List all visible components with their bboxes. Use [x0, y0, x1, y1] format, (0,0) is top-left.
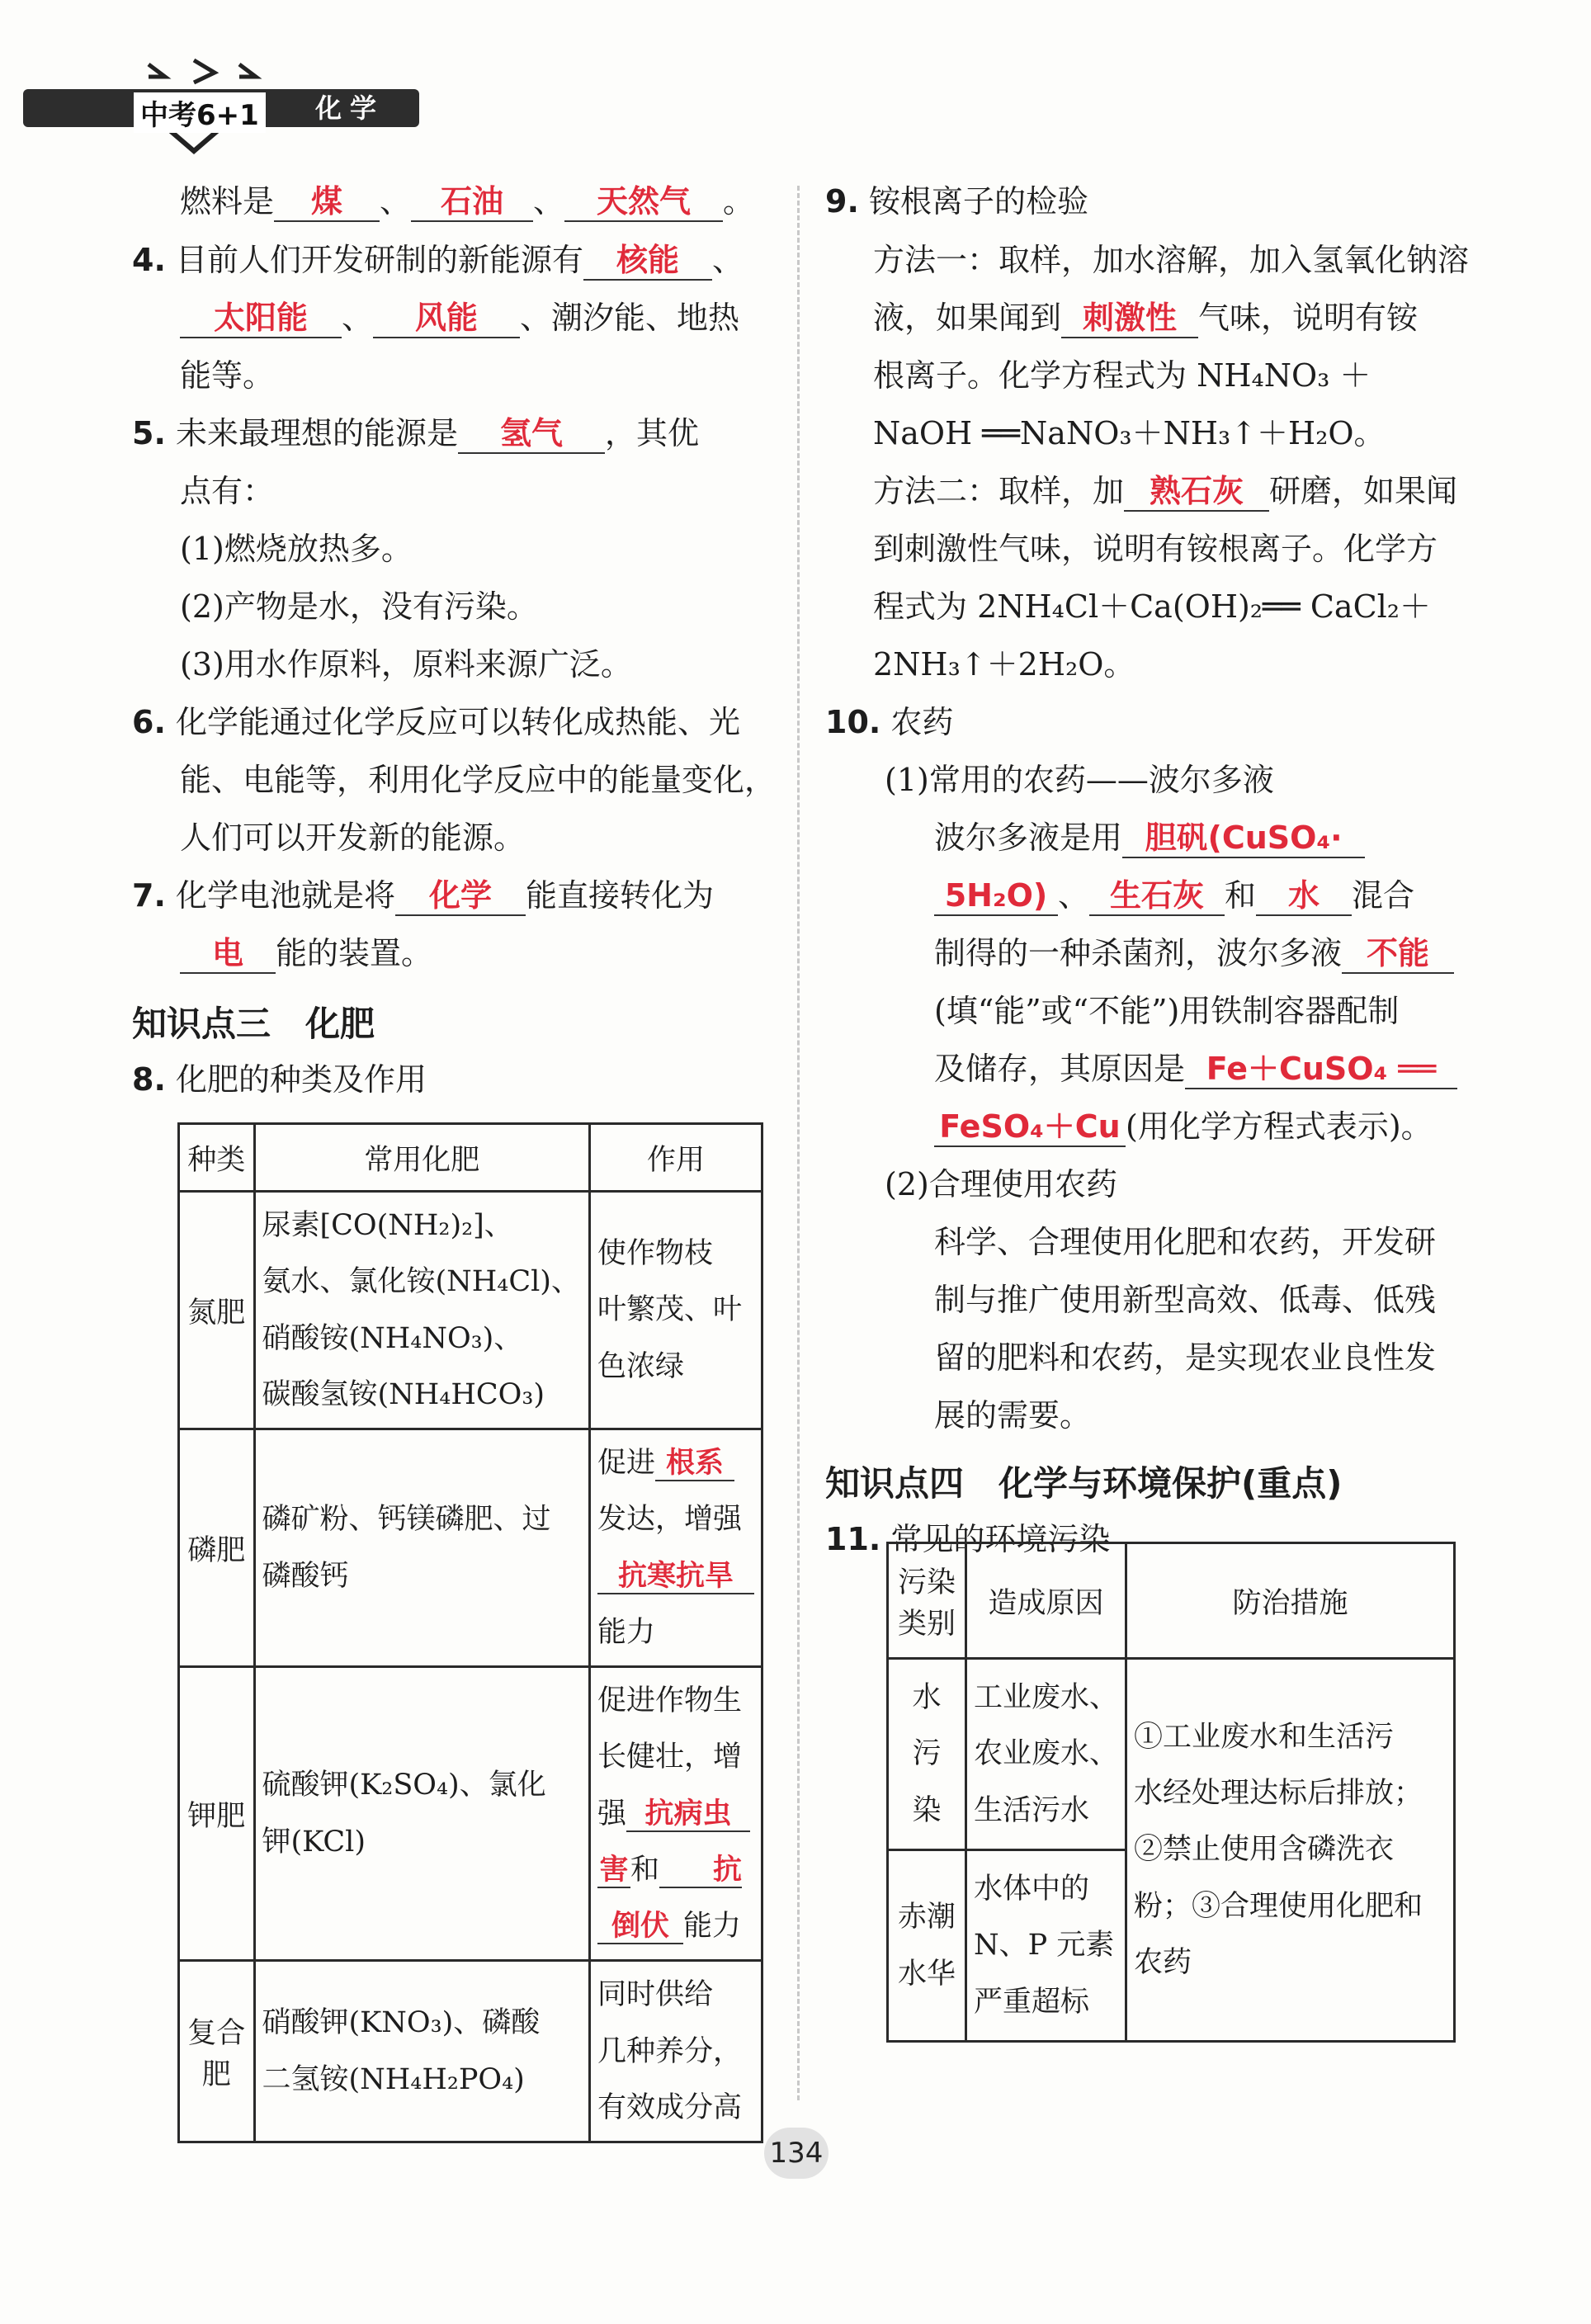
q9-m1-line2: 液，如果闻到 刺激性 气味，说明有铵 [873, 300, 1418, 338]
q10-line3: 制得的一种杀菌剂，波尔多液 不能 [934, 935, 1454, 974]
use-nitrogen: 使作物枝 叶繁茂、叶 色浓绿 [590, 1192, 762, 1429]
q10-para3: 留的肥料和农药，是实现农业良性发 [934, 1339, 1437, 1376]
cause-redtide: 水体中的 N、P 元素 严重超标 [966, 1850, 1126, 2042]
use-phosphorus: 促进 根系 发达，增强 抗寒抗旱 能力 [590, 1429, 762, 1667]
q9-m2-line3: 程式为 2NH₄Cl＋Ca(OH)₂══ CaCl₂＋ [873, 588, 1432, 625]
q4-line1: 4. 目前人们开发研制的新能源有 核能 、 [132, 242, 744, 281]
fert-nitrogen: 尿素[CO(NH₂)₂]、 氨水、氯化铵(NH₄Cl)、 硝酸铵(NH₄NO₃)、 碳酸氢铵(NH₄HCO₃) [254, 1192, 590, 1429]
q10-line1: 波尔多液是用 胆矾(CuSO₄· [934, 820, 1365, 858]
q5-point2: (2)产物是水，没有污染。 [180, 588, 538, 625]
q10-line6: FeSO₄＋Cu (用化学方程式表示)。 [934, 1108, 1433, 1147]
answer-cold-drought: 抗寒抗旱 [597, 1560, 754, 1594]
fert-compound: 硝酸钾(KNO₃)、磷酸 二氢铵(NH₄H₂PO₄) [254, 1961, 590, 2142]
q10-sub1: (1)常用的农药——波尔多液 [885, 762, 1274, 798]
answer-pungent: 刺激性 [1061, 300, 1198, 338]
q8-title: 8. 化肥的种类及作用 [132, 1061, 427, 1098]
use-compound: 同时供给 几种养分， 有效成分高 [590, 1961, 762, 2142]
answer-bluevitriol-a: 胆矾(CuSO₄· [1122, 820, 1365, 858]
col-header-fertilizer: 常用化肥 [254, 1124, 590, 1192]
q4-line3: 能等。 [180, 357, 275, 394]
q9-m1-line3: 根离子。化学方程式为 NH₄NO₃ ＋ [873, 357, 1371, 394]
q10-para2: 制与推广使用新型高效、低毒、低残 [934, 1282, 1437, 1318]
fertilizer-table [177, 1122, 763, 2143]
section3-heading: 知识点三 化肥 [132, 1004, 375, 1044]
fert-phosphorus: 磷矿粉、钙镁磷肥、过 磷酸钙 [254, 1429, 590, 1667]
q9-m2-line2: 到刺激性气味，说明有铵根离子。化学方 [873, 531, 1438, 567]
page-number: 134 [764, 2128, 829, 2179]
col-header-category: 污染类别 [888, 1543, 966, 1659]
pollution-table [886, 1542, 1456, 2043]
measures-cell: ①工业废水和生活污 水经处理达标后排放； ②禁止使用含磷洗衣 粉；③合理使用化肥和 农药 [1126, 1659, 1455, 2042]
answer-hydrogen: 氢气 [458, 416, 605, 454]
answer-wind: 风能 [373, 300, 520, 338]
fert-potassium: 硫酸钾(K₂SO₄)、氯化 钾(KCl) [254, 1667, 590, 1961]
q6-line3: 人们可以开发新的能源。 [180, 820, 526, 856]
answer-lodging-a: 抗 [659, 1854, 742, 1888]
table-row [179, 1429, 762, 1667]
q10-line4: (填“能”或“不能”)用铁制容器配制 [934, 993, 1400, 1029]
col-header-kind: 种类 [179, 1124, 255, 1192]
category-water: 水 污 染 [888, 1659, 966, 1850]
q5-line2: 点有： [180, 473, 275, 509]
answer-chemical: 化学 [395, 878, 526, 916]
answer-oil: 石油 [411, 184, 533, 222]
category-redtide: 赤潮 水华 [888, 1850, 966, 2042]
q5-line1: 5. 未来最理想的能源是 氢气 ，其优 [132, 415, 699, 454]
q4-line2: 太阳能 、 风能 、潮汐能、地热 [180, 300, 739, 338]
q10-line5: 及储存，其原因是 Fe＋CuSO₄ ══ [934, 1051, 1457, 1089]
col-header-measures: 防治措施 [1126, 1543, 1455, 1659]
table-header-row [888, 1543, 1455, 1659]
q7-line1: 7. 化学电池就是将 化学 能直接转化为 [132, 877, 714, 916]
answer-water: 水 [1256, 878, 1352, 916]
col-header-function: 作用 [590, 1124, 762, 1192]
brand-title: 中考6+1 [134, 92, 266, 133]
q10-title: 10. 农药 [825, 704, 954, 740]
q9-title: 9. 铵根离子的检验 [825, 183, 1088, 220]
q9-m2-line4: 2NH₃↑＋2H₂O。 [873, 646, 1135, 683]
q11-title: 11. 常见的环境污染 [825, 1521, 1111, 1557]
q10-para1: 科学、合理使用化肥和农药，开发研 [934, 1224, 1437, 1260]
answer-equation-a: Fe＋CuSO₄ ══ [1185, 1051, 1457, 1089]
answer-pest-b: 害 [597, 1854, 630, 1888]
q10-line2: 5H₂O) 、 生石灰 和 水 混合 [934, 877, 1414, 916]
q5-point3: (3)用水作原料，原料来源广泛。 [180, 646, 632, 683]
kind-potassium: 钾肥 [179, 1667, 255, 1961]
table-row [179, 1667, 762, 1961]
kind-nitrogen: 氮肥 [179, 1192, 255, 1429]
table-row [179, 1192, 762, 1429]
kind-phosphorus: 磷肥 [179, 1429, 255, 1667]
answer-cannot: 不能 [1342, 936, 1454, 974]
q6-line2: 能、电能等，利用化学反应中的能量变化， [180, 762, 777, 798]
column-divider [797, 186, 800, 2100]
kind-compound: 复合肥 [179, 1961, 255, 2142]
q5-point1: (1)燃烧放热多。 [180, 531, 413, 567]
answer-pest-a: 抗病虫 [626, 1797, 750, 1832]
fuel-line: 燃料是 煤 、 石油 、 天然气 。 [180, 183, 754, 222]
answer-quicklime: 生石灰 [1089, 878, 1225, 916]
col-header-cause: 造成原因 [966, 1543, 1126, 1659]
q7-line2: 电 能的装置。 [180, 935, 432, 974]
q10-para4: 展的需要。 [934, 1397, 1092, 1434]
answer-equation-b: FeSO₄＋Cu [934, 1109, 1126, 1147]
subject-label: 化学 [315, 92, 385, 124]
q10-sub2: (2)合理使用农药 [885, 1166, 1117, 1202]
table-header-row [179, 1124, 762, 1192]
answer-roots: 根系 [655, 1447, 734, 1481]
answer-nuclear: 核能 [583, 243, 712, 281]
answer-electric: 电 [180, 936, 276, 974]
use-potassium: 促进作物生 长健壮，增 强 抗病虫 害和 抗 倒伏 能力 [590, 1667, 762, 1961]
answer-bluevitriol-b: 5H₂O) [934, 878, 1058, 916]
q9-m2-line1: 方法二：取样，加 熟石灰 研磨，如果闻 [873, 473, 1457, 512]
q9-m1-line4: NaOH ══NaNO₃＋NH₃↑＋H₂O。 [873, 415, 1386, 451]
section4-heading: 知识点四 化学与环境保护(重点) [825, 1463, 1343, 1504]
q6-line1: 6. 化学能通过化学反应可以转化成热能、光 [132, 704, 740, 740]
answer-gas: 天然气 [564, 184, 723, 222]
cause-water: 工业废水、 农业废水、 生活污水 [966, 1659, 1126, 1850]
answer-coal: 煤 [274, 184, 380, 222]
answer-lodging-b: 倒伏 [597, 1910, 683, 1944]
table-row [179, 1961, 762, 2142]
q9-m1-line1: 方法一：取样，加水溶解，加入氢氧化钠溶 [873, 242, 1470, 278]
answer-slaked-lime: 熟石灰 [1124, 474, 1269, 512]
answer-solar: 太阳能 [180, 300, 342, 338]
table-row [888, 1659, 1455, 1850]
